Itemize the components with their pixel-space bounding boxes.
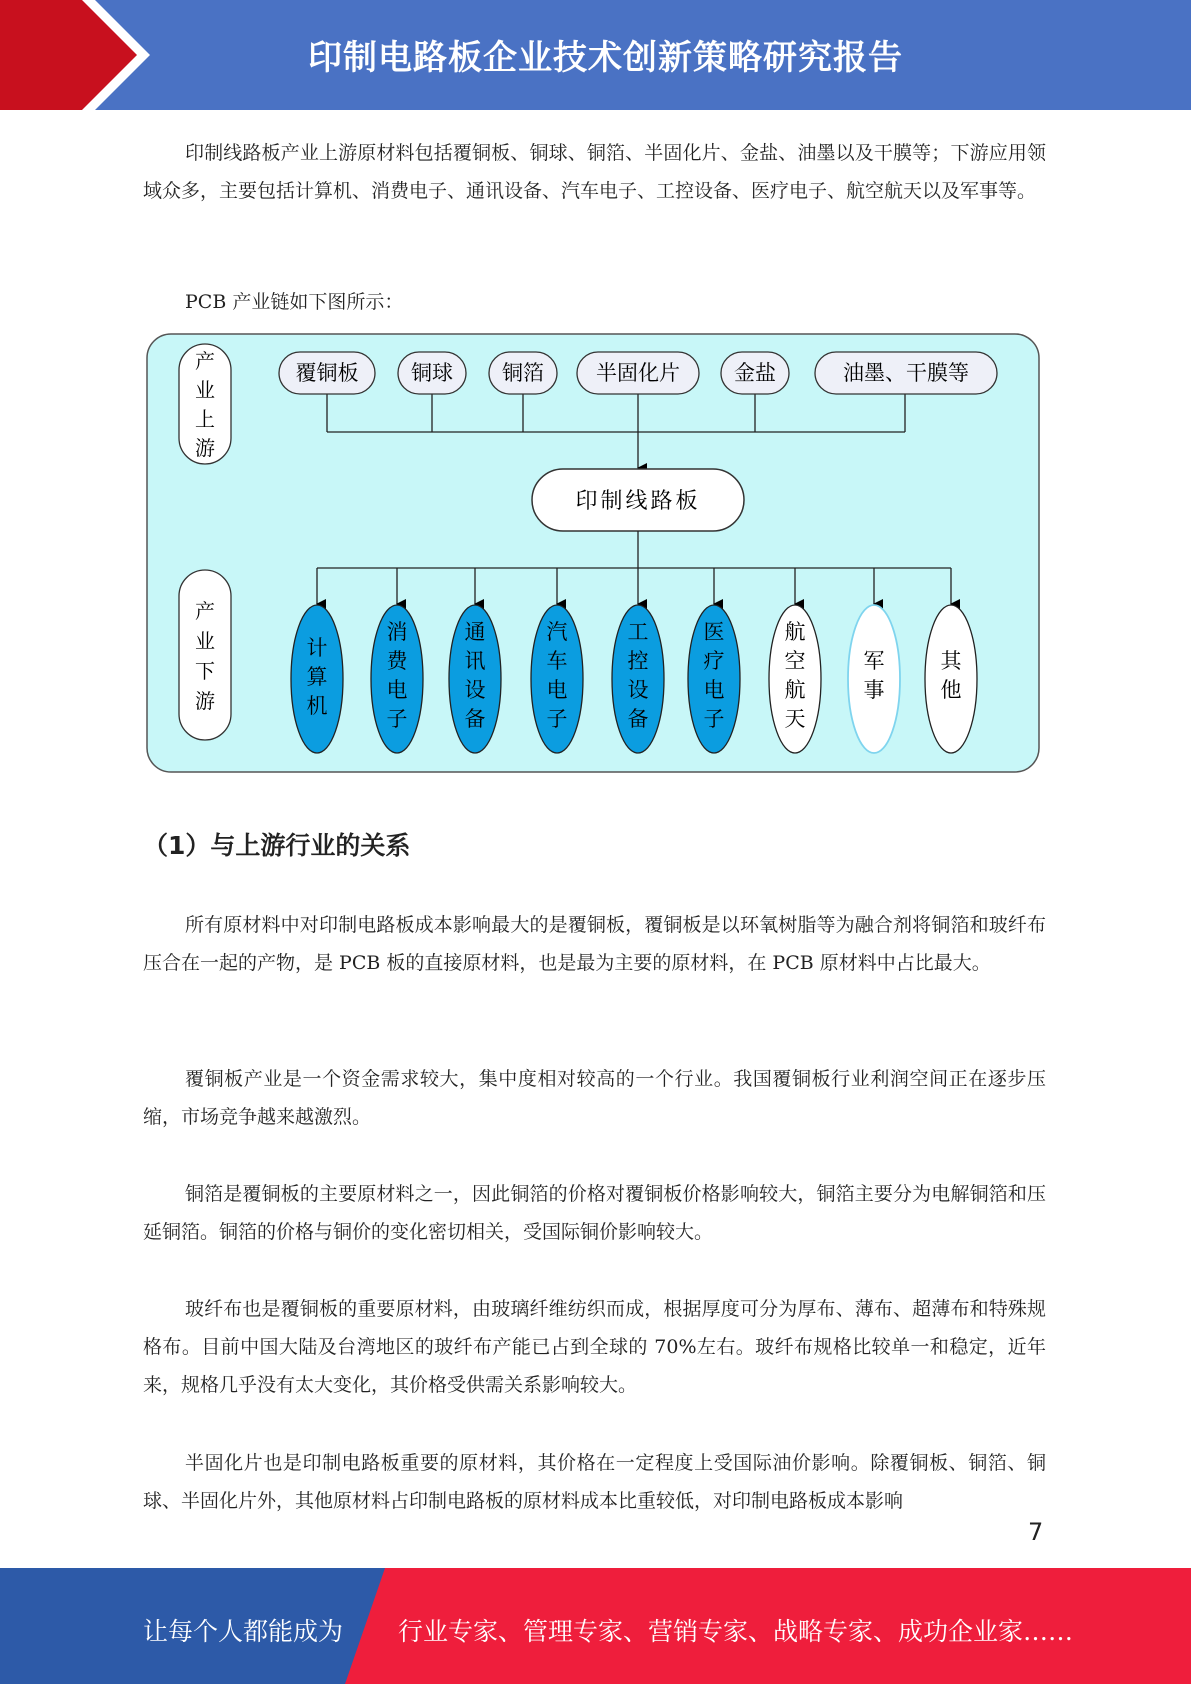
svg-text:航: 航 — [784, 678, 806, 702]
svg-text:车: 车 — [546, 649, 568, 673]
svg-text:设: 设 — [464, 678, 486, 702]
svg-text:医: 医 — [703, 620, 725, 644]
svg-text:疗: 疗 — [703, 649, 725, 673]
svg-text:子: 子 — [703, 707, 725, 731]
paragraph-glass-fabric: 玻纤布也是覆铜板的重要原材料，由玻璃纤维纺织而成，根据厚度可分为厚布、薄布、超薄布和特殊规格布。目前中国大陆及台湾地区的玻纤布产能已占到全球的 70%左右。玻纤布规格比较单一和稳定，近年来，规格几乎没有太大变化，其价格受供需关系影响较大。 — [143, 1298, 1046, 1396]
diagram-caption: PCB 产业链如下图所示： — [185, 291, 404, 313]
downstream-item-industrial-control — [612, 605, 664, 753]
paragraph-prepreg: 半固化片也是印制电路板重要的原材料，其价格在一定程度上受国际油价影响。除覆铜板、铜箔、铜球、半固化片外，其他原材料占印制电路板的原材料成本比重较低，对印制电路板成本影响 — [143, 1452, 1046, 1512]
downstream-item-other — [925, 605, 977, 753]
paragraph-ccl-cost: 所有原材料中对印制电路板成本影响最大的是覆铜板，覆铜板是以环氧树脂等为融合剂将铜箔和玻纤布压合在一起的产物，是 PCB 板的直接原材料，也是最为主要的原材料，在 PCB 原材料中占比最大。 — [143, 914, 1046, 974]
svg-text:航: 航 — [784, 620, 806, 644]
footer-slogan-left: 让每个人都能成为 — [143, 1617, 344, 1646]
report-title: 印制电路板企业技术创新策略研究报告 — [308, 38, 903, 78]
svg-text:军: 军 — [863, 649, 885, 673]
pcb-industry-chain-diagram — [145, 332, 1041, 774]
downstream-item-aerospace — [769, 605, 821, 753]
upstream-item-copper-ball — [398, 352, 466, 394]
paragraph-copper-foil: 铜箔是覆铜板的主要原材料之一，因此铜箔的价格对覆铜板价格影响较大，铜箔主要分为电解铜箔和压延铜箔。铜箔的价格与铜价的变化密切相关，受国际铜价影响较大。 — [143, 1183, 1046, 1243]
svg-text:电: 电 — [386, 678, 408, 702]
svg-text:机: 机 — [306, 694, 328, 718]
svg-text:汽: 汽 — [546, 620, 568, 644]
svg-text:子: 子 — [386, 707, 408, 731]
upstream-item-prepreg — [577, 352, 699, 394]
svg-text:事: 事 — [863, 678, 885, 702]
section-heading: （1）与上游行业的关系 — [143, 831, 411, 860]
svg-text:工: 工 — [627, 620, 649, 644]
svg-text:讯: 讯 — [464, 649, 486, 673]
intro-paragraph: 印制线路板产业上游原材料包括覆铜板、铜球、铜箔、半固化片、金盐、油墨以及干膜等；下游应用领域众多，主要包括计算机、消费电子、通讯设备、汽车电子、工控设备、医疗电子、航空航天以及军事等。 — [143, 142, 1046, 202]
svg-text:控: 控 — [627, 649, 649, 673]
upstream-item-copper-foil — [489, 352, 557, 394]
svg-text:印制线路板: 印制线路板 — [575, 489, 701, 514]
svg-text:游: 游 — [195, 436, 215, 460]
page-footer — [0, 1568, 1191, 1684]
downstream-item-military — [848, 605, 900, 753]
svg-text:费: 费 — [386, 649, 408, 673]
upstream-item-ink-film — [815, 352, 997, 394]
upstream-item-ccl — [279, 352, 375, 394]
svg-text:空: 空 — [784, 649, 806, 673]
svg-text:电: 电 — [703, 678, 725, 702]
page-number: 7 — [1028, 1518, 1044, 1546]
svg-text:下: 下 — [195, 659, 215, 683]
center-node-pcb — [532, 469, 744, 531]
svg-text:油墨、干膜等: 油墨、干膜等 — [843, 361, 969, 385]
upstream-item-gold-salt — [721, 352, 789, 394]
svg-text:业: 业 — [195, 378, 215, 402]
svg-text:其: 其 — [940, 649, 962, 673]
svg-text:备: 备 — [627, 707, 649, 731]
paragraph-ccl-industry: 覆铜板产业是一个资金需求较大，集中度相对较高的一个行业。我国覆铜板行业利润空间正在逐步压缩，市场竞争越来越激烈。 — [143, 1068, 1046, 1128]
svg-text:铜球: 铜球 — [411, 361, 453, 385]
svg-text:游: 游 — [195, 689, 215, 713]
svg-text:通: 通 — [464, 620, 486, 644]
page-header — [0, 0, 1191, 110]
svg-text:业: 业 — [195, 629, 215, 653]
svg-text:算: 算 — [306, 665, 328, 689]
svg-text:计: 计 — [306, 636, 328, 660]
svg-text:产: 产 — [195, 599, 215, 623]
svg-text:子: 子 — [546, 707, 568, 731]
svg-text:他: 他 — [940, 678, 962, 702]
svg-text:上: 上 — [195, 407, 215, 431]
svg-text:消: 消 — [386, 620, 408, 644]
svg-text:铜箔: 铜箔 — [502, 361, 544, 385]
downstream-item-medical — [688, 605, 740, 753]
svg-text:备: 备 — [464, 707, 486, 731]
svg-text:设: 设 — [627, 678, 649, 702]
upstream-label — [179, 344, 231, 464]
footer-slogan-right: 行业专家、管理专家、营销专家、战略专家、成功企业家…… — [398, 1617, 1074, 1646]
downstream-label — [179, 570, 231, 740]
downstream-item-consumer-electronics — [371, 605, 423, 753]
downstream-item-computer — [291, 605, 343, 753]
downstream-item-automotive — [531, 605, 583, 753]
svg-text:天: 天 — [784, 707, 806, 731]
svg-text:半固化片: 半固化片 — [596, 361, 680, 385]
svg-text:覆铜板: 覆铜板 — [295, 361, 359, 385]
svg-text:金盐: 金盐 — [734, 361, 776, 385]
downstream-item-communication — [449, 605, 501, 753]
svg-text:产: 产 — [195, 349, 215, 373]
svg-text:电: 电 — [546, 678, 568, 702]
